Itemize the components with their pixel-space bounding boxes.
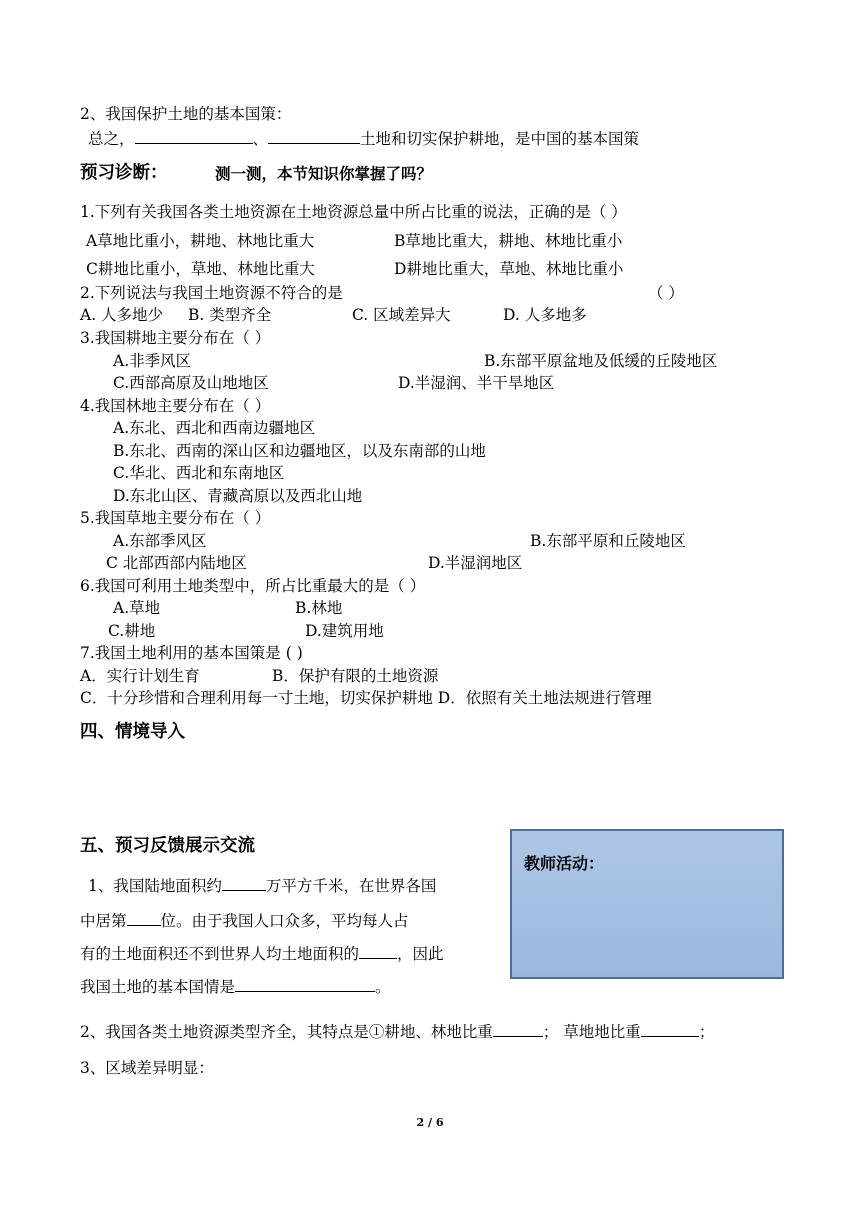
- option[interactable]: D耕地比重大，草地、林地比重小: [394, 260, 624, 278]
- option[interactable]: A.草地: [113, 599, 161, 617]
- option[interactable]: D.东北山区、青藏高原以及西北山地: [113, 487, 363, 505]
- blank-field[interactable]: [235, 976, 375, 992]
- option[interactable]: B．保护有限的土地资源: [272, 667, 439, 685]
- feedback-line: [80, 1021, 714, 1042]
- blank-field[interactable]: [127, 910, 161, 926]
- feedback-line: [80, 976, 391, 997]
- feedback-line: [80, 943, 444, 964]
- option[interactable]: A.东部季风区: [113, 532, 207, 550]
- policy-sep: 、: [252, 130, 269, 148]
- question-stem: 3.我国耕地主要分布在（ ）: [80, 329, 271, 347]
- blank-field[interactable]: [268, 128, 360, 144]
- option[interactable]: D.建筑用地: [305, 622, 384, 640]
- blank-field[interactable]: [641, 1021, 699, 1037]
- option[interactable]: C.西部高原及山地地区: [113, 374, 269, 392]
- option[interactable]: C.华北、西北和东南地区: [113, 464, 285, 482]
- question-stem: 4.我国林地主要分布在（ ）: [80, 397, 271, 415]
- feedback-text: 万平方千米，在世界各国: [265, 877, 437, 895]
- feedback-line: [80, 910, 409, 931]
- option[interactable]: D. 人多地多: [503, 306, 587, 324]
- option[interactable]: A．实行计划生育: [80, 667, 200, 685]
- question-stem: 6.我国可利用土地类型中，所占比重最大的是（ ）: [80, 577, 426, 595]
- question-stem: 2.下列说法与我国土地资源不符合的是: [80, 284, 343, 302]
- feedback-text: 2、我国各类土地资源类型齐全，其特点是①耕地、林地比重: [80, 1023, 493, 1041]
- diag-subtitle: 测一测，本节知识你掌握了吗？: [215, 165, 433, 183]
- feedback-text: 有的土地面积还不到世界人均土地面积的: [80, 945, 360, 963]
- feedback-text: 我国土地的基本国情是: [80, 978, 236, 996]
- option[interactable]: B.林地: [295, 599, 343, 617]
- teacher-activity-label: 教师活动：: [524, 854, 605, 873]
- option[interactable]: B.东部平原和丘陵地区: [530, 532, 686, 550]
- feedback-line: 3、区域差异明显：: [80, 1059, 214, 1077]
- feedback-text: ；: [698, 1023, 715, 1041]
- blank-field[interactable]: [135, 128, 253, 144]
- page-number: 2 / 6: [416, 1116, 444, 1129]
- option[interactable]: C．十分珍惜和合理利用每一寸土地，切实保护耕地 D．依照有关土地法规进行管理: [80, 689, 652, 707]
- blank-field[interactable]: [222, 875, 266, 891]
- option[interactable]: B. 类型齐全: [188, 306, 272, 324]
- option[interactable]: C.耕地: [108, 622, 156, 640]
- diag-title: 预习诊断：: [80, 163, 168, 183]
- option[interactable]: C 北部西部内陆地区: [106, 554, 247, 572]
- option[interactable]: B草地比重大，耕地、林地比重小: [394, 232, 623, 250]
- blank-field[interactable]: [493, 1021, 543, 1037]
- question-stem: 1.下列有关我国各类土地资源在土地资源总量中所占比重的说法，正确的是（ ）: [80, 203, 627, 221]
- option[interactable]: C耕地比重小，草地、林地比重大: [86, 260, 315, 278]
- policy-prefix: 总之，: [88, 130, 135, 148]
- section-heading: 四、情境导入: [80, 722, 185, 742]
- option[interactable]: A.东北、西北和西南边疆地区: [113, 419, 316, 437]
- question-stem: 7.我国土地利用的基本国策是 ( ): [80, 644, 303, 662]
- feedback-text: ，因此: [397, 945, 444, 963]
- option[interactable]: A草地比重小，耕地、林地比重大: [86, 232, 315, 250]
- policy-suffix: 土地和切实保护耕地，是中国的基本国策: [360, 130, 640, 148]
- answer-paren[interactable]: （ ）: [648, 284, 684, 302]
- option[interactable]: D.半湿润、半干旱地区: [398, 374, 555, 392]
- feedback-text: 1、我国陆地面积约: [88, 877, 222, 895]
- feedback-line: [88, 875, 436, 896]
- feedback-text: 中居第: [80, 912, 127, 930]
- option[interactable]: C. 区域差异大: [352, 306, 451, 324]
- teacher-activity-box: [510, 829, 784, 979]
- policy-fill-line: [88, 128, 639, 149]
- section-title: 2、我国保护土地的基本国策：: [80, 105, 292, 123]
- blank-field[interactable]: [359, 943, 397, 959]
- question-stem: 5.我国草地主要分布在（ ）: [80, 509, 271, 527]
- option[interactable]: B.东部平原盆地及低缓的丘陵地区: [484, 352, 718, 370]
- feedback-text: 位。由于我国人口众多，平均每人占: [160, 912, 409, 930]
- section-heading: 五、预习反馈展示交流: [80, 836, 255, 856]
- feedback-text: ； 草地地比重: [542, 1023, 641, 1041]
- option[interactable]: A.非季风区: [113, 352, 192, 370]
- feedback-text: 。: [375, 978, 391, 996]
- option[interactable]: A. 人多地少: [80, 306, 164, 324]
- option[interactable]: B.东北、西南的深山区和边疆地区，以及东南部的山地: [113, 442, 486, 460]
- option[interactable]: D.半湿润地区: [428, 554, 523, 572]
